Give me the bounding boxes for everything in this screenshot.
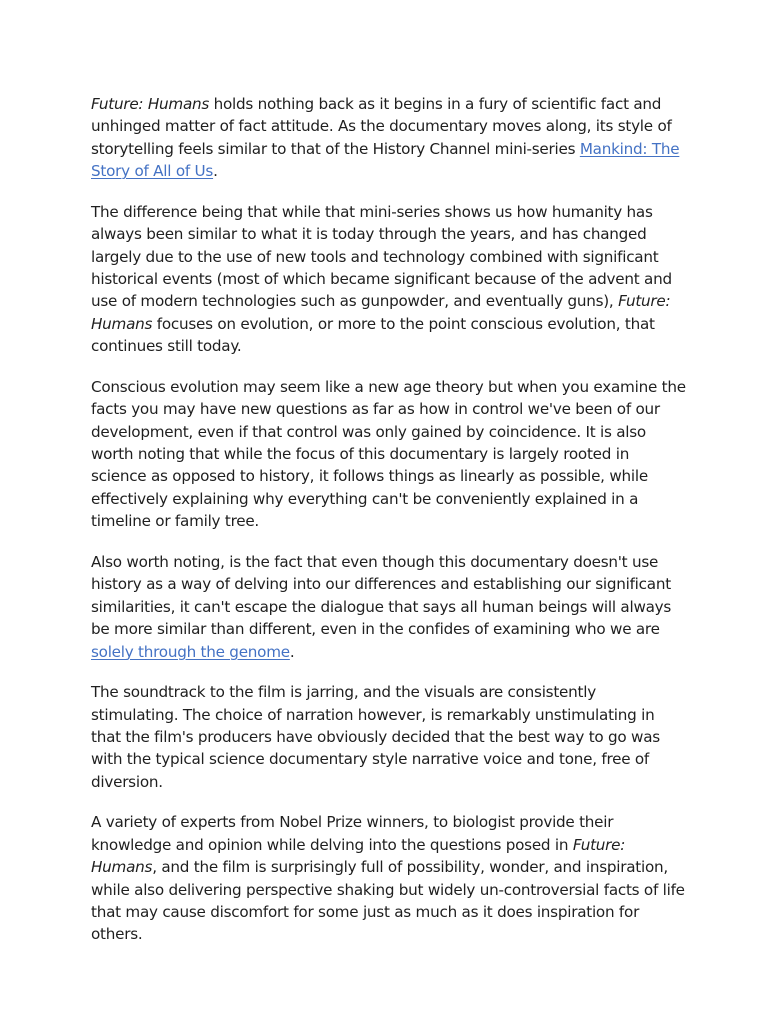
paragraph-text: The soundtrack to the film is jarring, and the visuals are consistently stimulating. The choice of narration however, is remarkably unstimulating in that the film's producers have obviously decided that the best way to go was with the typical science documentary style narrative voice and tone, free of diversion.	[91, 683, 660, 791]
paragraph-2	[91, 201, 686, 358]
paragraph-text: focuses on evolution, or more to the point conscious evolution, that continues still today.	[91, 314, 655, 356]
paragraph-text: A variety of experts from Nobel Prize winners, to biologist provide their knowledge and opinion while delving into the questions posed in	[91, 813, 614, 854]
paragraph-text: .	[213, 162, 218, 181]
film-title: Future: Humans	[91, 835, 626, 877]
paragraph-4	[91, 551, 686, 663]
paragraph-text: The difference being that while that mini-series shows us how humanity has always been similar to what it is today through the years, and has changed largely due to the use of new tools and technology combined with significant historical events (most of which became significant because of the advent and use of modern technologies such as gunpowder, and eventually guns),	[91, 202, 672, 311]
genome-link[interactable]: solely through the genome	[91, 642, 290, 661]
paragraph-3	[91, 376, 686, 533]
paragraph-text: Also worth noting, is the fact that even though this documentary doesn't use history as a way of delving into our differences and establishing our significant similarities, it can't escape the dialogue that says all human beings will always be more similar than different, even in the confides of examining who we are	[91, 552, 672, 639]
mankind-link[interactable]: Mankind: The Story of All of Us	[91, 139, 680, 181]
paragraph-text: Conscious evolution may seem like a new age theory but when you examine the facts you may have new questions as far as how in control we've been of our development, even if that control was only gained by coincidence. It is also worth noting that while the focus of this documentary is largely rooted in science as opposed to history, it follows things as linearly as possible, while effectively explaining why everything can't be conveniently explained in a timeline or family tree.	[91, 377, 686, 531]
paragraph-text: , and the film is surprisingly full of possibility, wonder, and inspiration, while also delivering perspective shaking but widely un-controversial facts of life that may cause discomfort for some just as much as it does inspiration for others.	[91, 858, 685, 944]
film-title: Future: Humans	[91, 95, 210, 113]
paragraph-1	[91, 93, 686, 183]
paragraph-text: .	[289, 642, 295, 661]
film-title: Future: Humans	[91, 292, 671, 333]
paragraph-5	[91, 681, 686, 793]
article-body	[91, 93, 686, 964]
paragraph-6	[91, 811, 686, 945]
paragraph-text: holds nothing back as it begins in a fury of scientific fact and unhinged matter of fact attitude. As the documentary moves along, its style of storytelling feels similar to that of the History Channel mini-series	[91, 95, 672, 158]
